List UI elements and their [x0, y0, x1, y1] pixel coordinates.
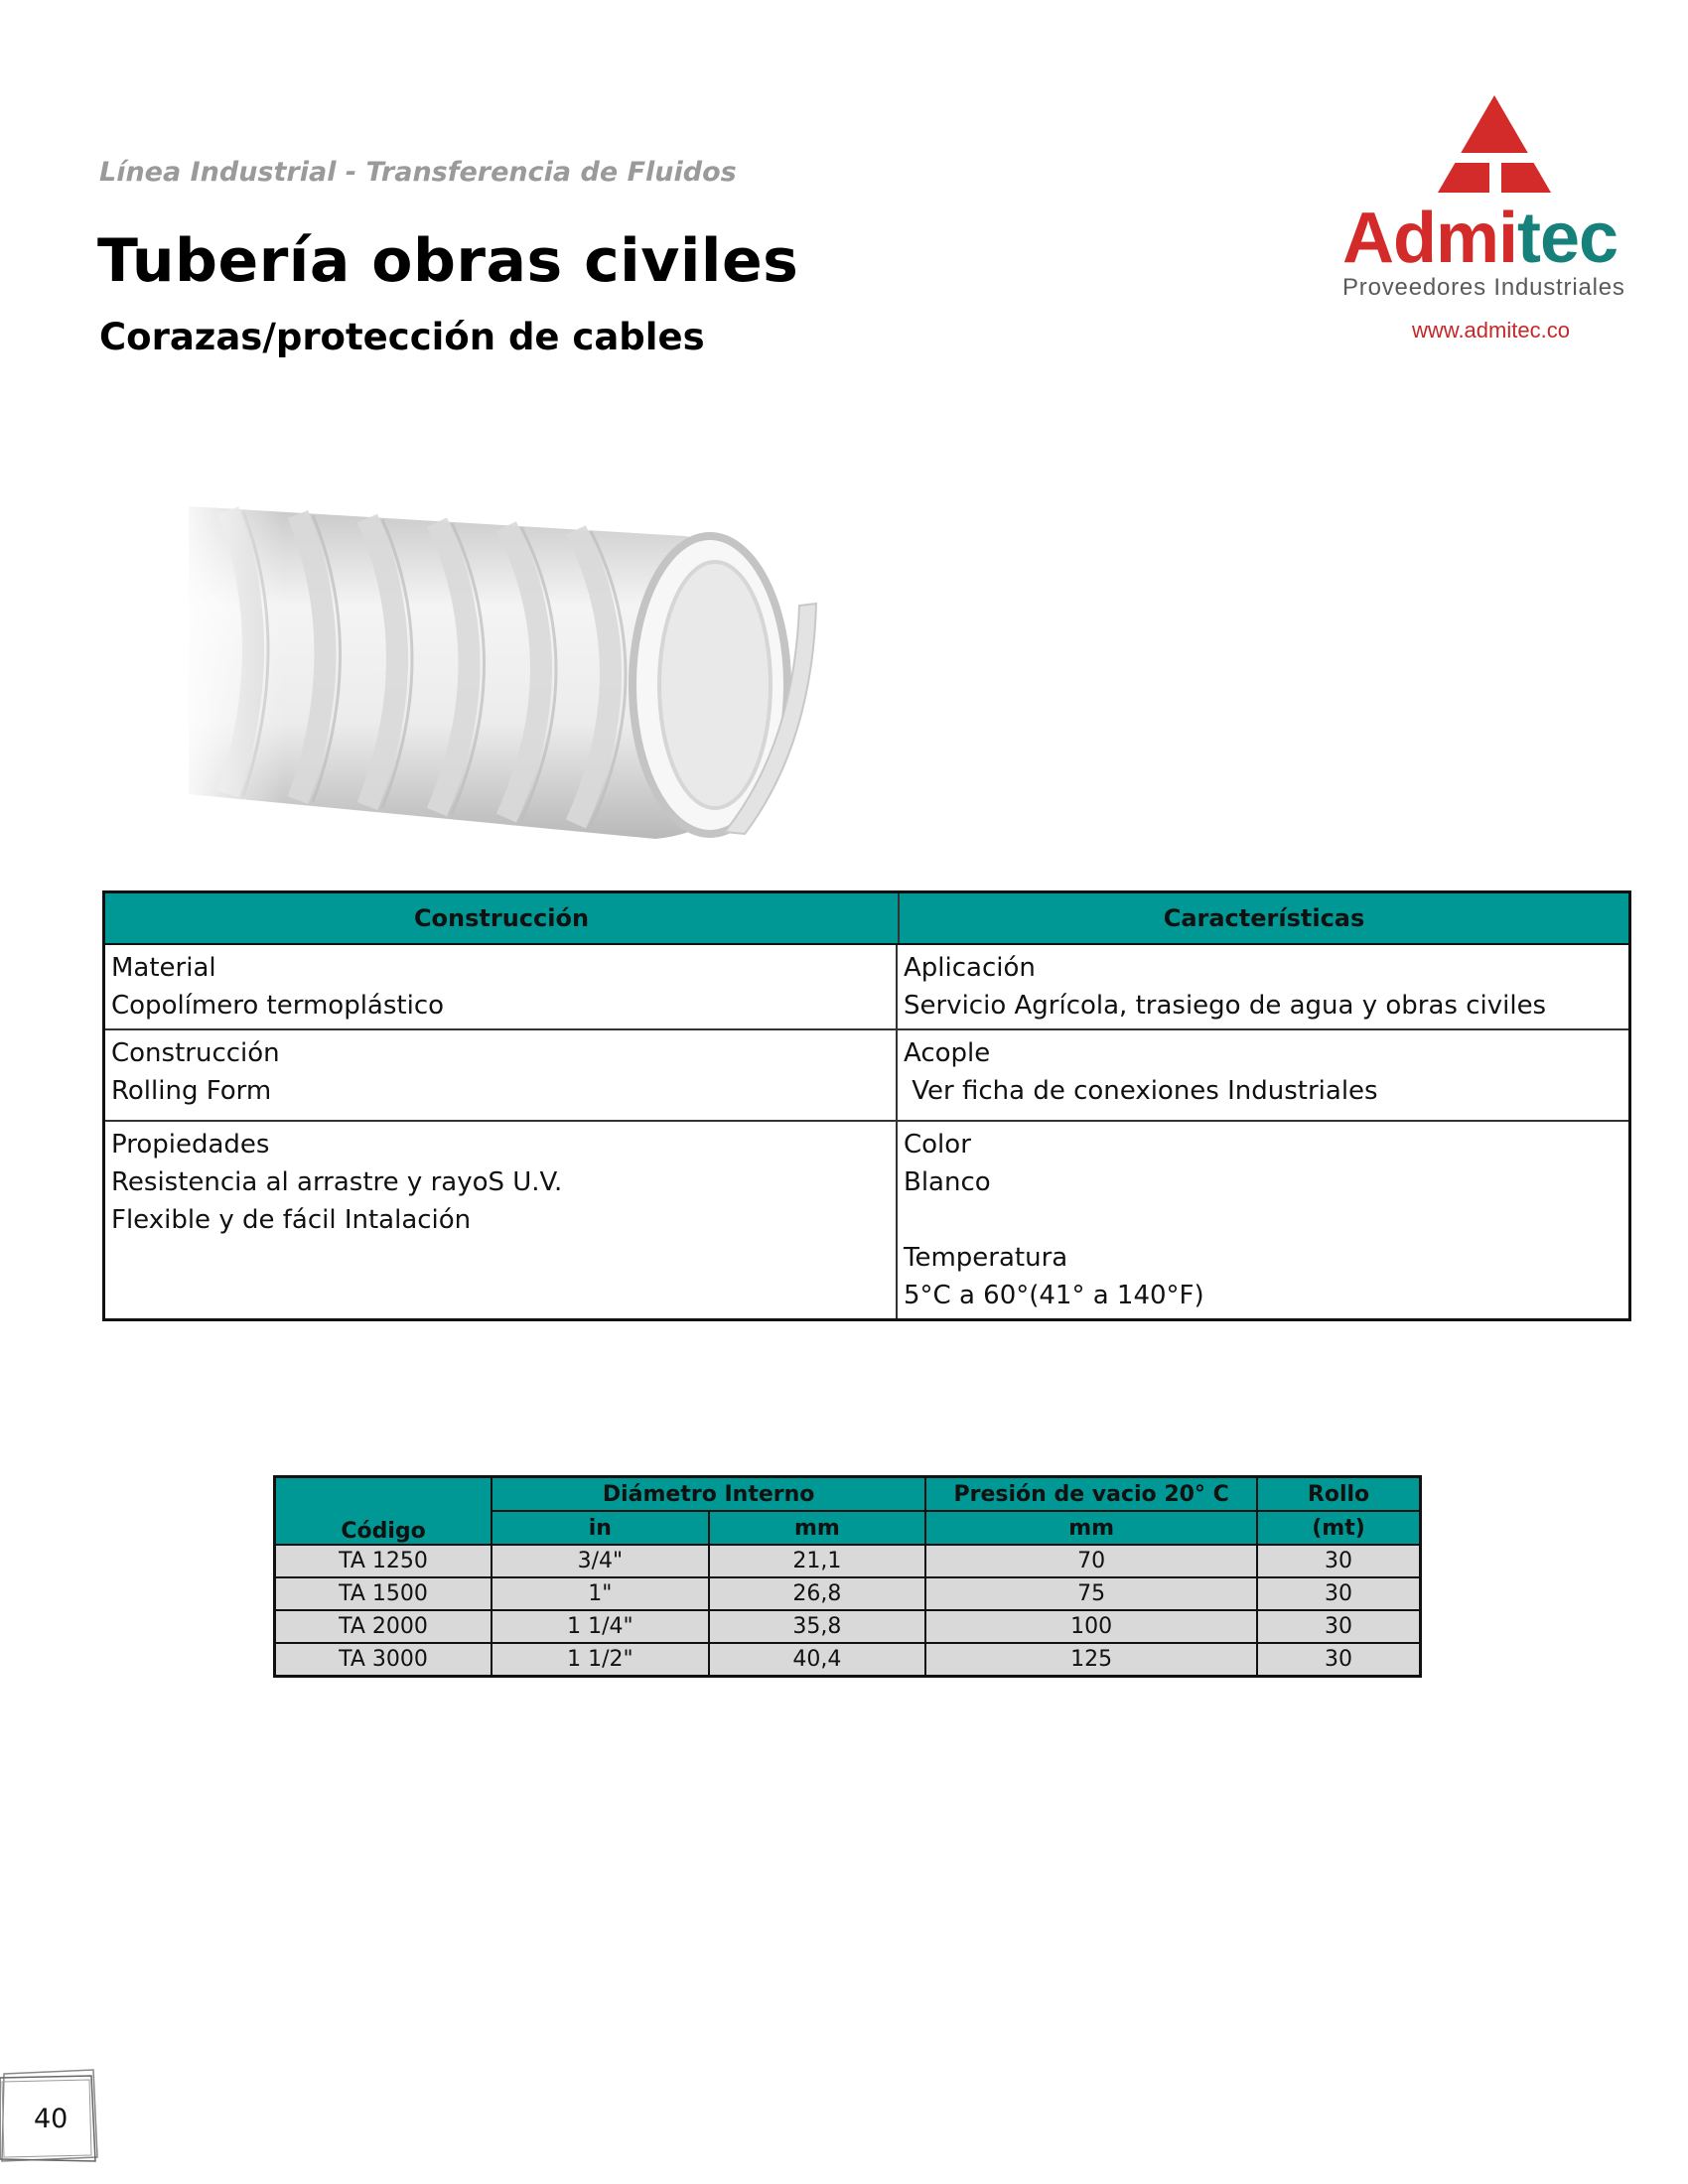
cell-rollo: 30	[1257, 1577, 1420, 1610]
section-overline: Línea Industrial - Transferencia de Fluidos	[99, 157, 737, 188]
spec-label: Temperatura	[904, 1243, 1068, 1273]
table-row	[275, 1643, 1421, 1677]
spec-row	[105, 1122, 1628, 1318]
spec-cell-right	[898, 1030, 1628, 1120]
spec-table-header	[105, 893, 1628, 945]
spec-header-caracteristicas: Características	[1163, 904, 1365, 932]
cell-mm: 35,8	[709, 1610, 926, 1643]
logo-word-part1: Admi	[1342, 199, 1517, 278]
spec-value: Ver ficha de conexiones Industriales	[904, 1076, 1378, 1106]
cell-presion: 125	[925, 1643, 1257, 1677]
spec-table	[102, 890, 1631, 1321]
spec-value: Flexible y de fácil Intalación	[111, 1205, 472, 1235]
col-header-presion: Presión de vacio 20° C	[925, 1477, 1257, 1512]
subheader-presion-mm: mm	[925, 1511, 1257, 1545]
cell-mm: 26,8	[709, 1577, 926, 1610]
spec-label: Construcción	[111, 1038, 280, 1068]
subheader-in: in	[492, 1511, 709, 1545]
cell-rollo: 30	[1257, 1643, 1420, 1677]
cell-codigo: TA 1500	[275, 1577, 492, 1610]
spec-label: Acople	[904, 1038, 991, 1068]
subheader-mm: mm	[709, 1511, 926, 1545]
spec-value: 5°C a 60°(41° a 140°F)	[904, 1281, 1204, 1310]
spec-cell-right	[898, 1122, 1628, 1318]
dimensions-table	[273, 1475, 1422, 1678]
cell-in: 1 1/2"	[492, 1643, 709, 1677]
spec-cell-left	[105, 945, 898, 1028]
page-subtitle: Corazas/protección de cables	[99, 316, 705, 358]
spec-value: Copolímero termoplástico	[111, 991, 445, 1021]
cell-mm: 21,1	[709, 1545, 926, 1577]
spec-label: Material	[111, 953, 216, 983]
cell-presion: 75	[925, 1577, 1257, 1610]
spec-cell-right	[898, 945, 1628, 1028]
cell-mm: 40,4	[709, 1643, 926, 1677]
page-number: 40	[34, 2104, 69, 2134]
logo-wordmark	[1342, 199, 1618, 278]
col-header-codigo: Código	[275, 1477, 492, 1546]
page-title: Tubería obras civiles	[97, 226, 799, 296]
table-row	[275, 1577, 1421, 1610]
cell-in: 1 1/4"	[492, 1610, 709, 1643]
admitec-logo	[1331, 95, 1658, 343]
cell-presion: 70	[925, 1545, 1257, 1577]
spec-header-construccion: Construcción	[105, 893, 900, 943]
subheader-rollo-mt: (mt)	[1257, 1511, 1420, 1545]
logo-word-part2: tec	[1517, 199, 1618, 278]
spec-spacer	[904, 1201, 1622, 1239]
product-image-hose	[189, 496, 824, 854]
cell-codigo: TA 2000	[275, 1610, 492, 1643]
cell-in: 3/4"	[492, 1545, 709, 1577]
spec-label: Aplicación	[904, 953, 1036, 983]
spec-row	[105, 945, 1628, 1030]
col-header-rollo: Rollo	[1257, 1477, 1420, 1512]
col-header-diametro: Diámetro Interno	[492, 1477, 925, 1512]
spec-row	[105, 1030, 1628, 1122]
table-row	[275, 1545, 1421, 1577]
page-number-box	[0, 2068, 99, 2163]
logo-url: www.admitec.co	[1412, 318, 1570, 342]
table-row	[275, 1610, 1421, 1643]
spec-label: Color	[904, 1130, 971, 1160]
spec-value: Blanco	[904, 1167, 991, 1197]
logo-triangle-icon	[1331, 95, 1658, 205]
cell-codigo: TA 1250	[275, 1545, 492, 1577]
spec-label: Propiedades	[111, 1130, 270, 1160]
spec-cell-left	[105, 1030, 898, 1120]
spec-cell-left	[105, 1122, 898, 1318]
cell-rollo: 30	[1257, 1545, 1420, 1577]
cell-rollo: 30	[1257, 1610, 1420, 1643]
spec-value: Resistencia al arrastre y rayoS U.V.	[111, 1167, 563, 1197]
spec-value: Servicio Agrícola, trasiego de agua y obras civiles	[904, 991, 1547, 1021]
spec-value: Rolling Form	[111, 1076, 272, 1106]
cell-in: 1"	[492, 1577, 709, 1610]
logo-tagline: Proveedores Industriales	[1342, 274, 1625, 301]
cell-codigo: TA 3000	[275, 1643, 492, 1677]
cell-presion: 100	[925, 1610, 1257, 1643]
